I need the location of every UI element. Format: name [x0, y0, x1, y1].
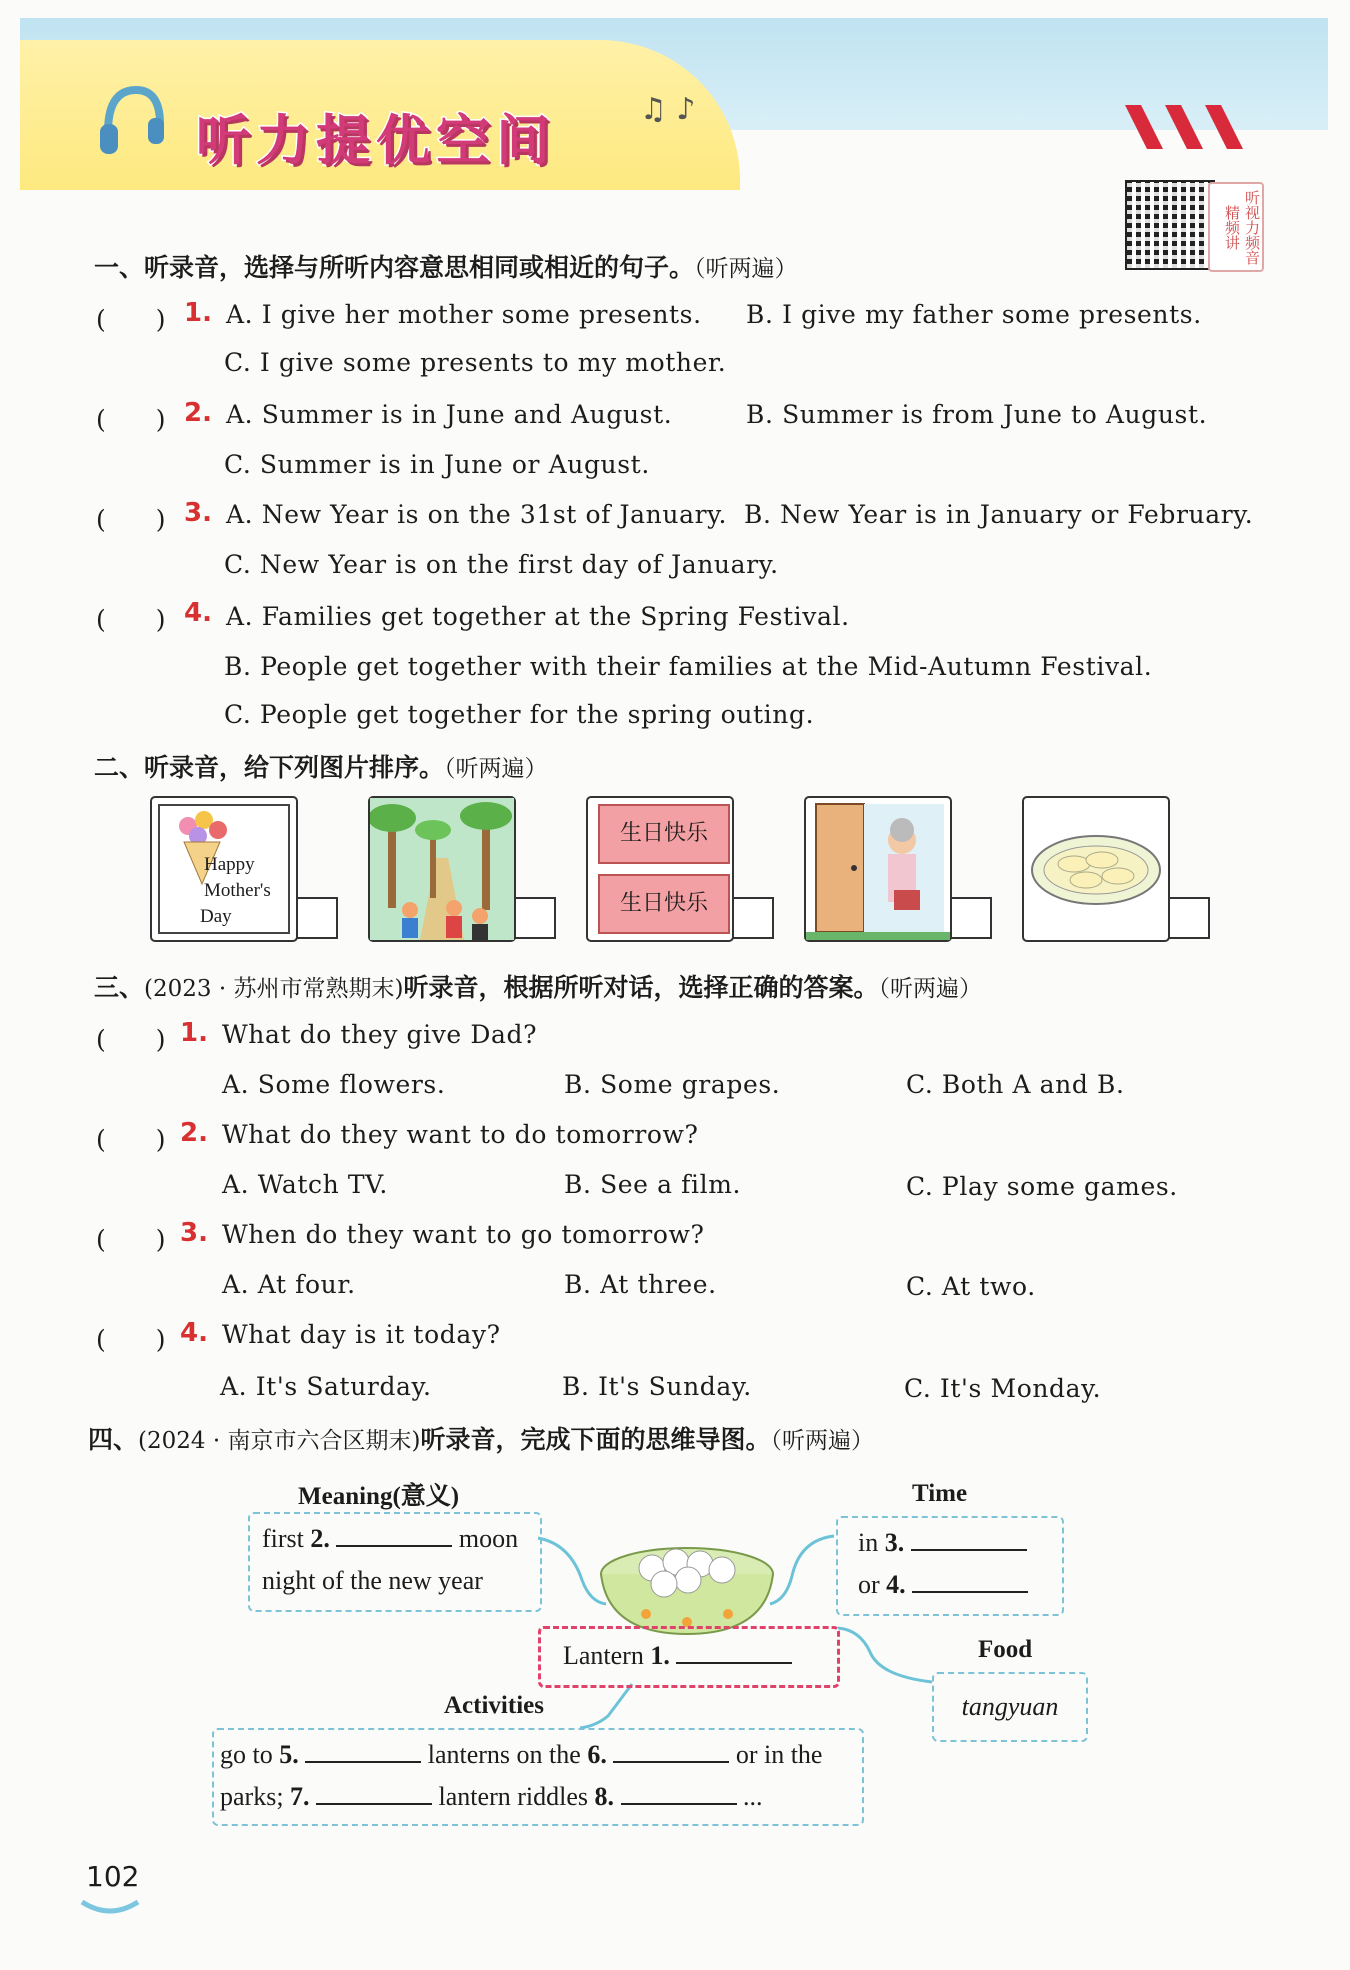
question-number: 4. [180, 1318, 208, 1348]
answer-blank-8[interactable] [621, 1785, 737, 1805]
order-box[interactable] [514, 897, 556, 939]
page-number: 102 [86, 1860, 140, 1893]
activity-text: lanterns on the [421, 1740, 588, 1769]
answer-paren[interactable]: ( ) [96, 1025, 166, 1054]
qr-caption-text: 听视力频音精频讲 [1223, 189, 1261, 265]
answer-paren[interactable]: ( ) [96, 1125, 166, 1154]
section-1-note: （听两遍） [694, 256, 798, 282]
answer-blank-3[interactable] [911, 1531, 1027, 1551]
section-2-heading [94, 748, 548, 784]
headphones-icon [98, 82, 168, 160]
blank-number: 5. [279, 1740, 299, 1769]
option-b: B. Some grapes. [564, 1070, 781, 1099]
activity-text: or in the [729, 1740, 823, 1769]
option-b: B. Summer is from June to August. [746, 400, 1208, 429]
qr-code-icon[interactable] [1125, 180, 1215, 270]
answer-blank-7[interactable] [316, 1785, 432, 1805]
dumplings-plate-icon [1022, 796, 1170, 942]
activities-box [212, 1728, 864, 1826]
option-c: C. Summer is in June or August. [224, 450, 650, 479]
option-b: B. At three. [564, 1270, 717, 1299]
answer-blank-5[interactable] [305, 1743, 421, 1763]
option-a: A. It's Saturday. [220, 1372, 432, 1401]
birthday-card [598, 874, 730, 934]
option-b: B. I give my father some presents. [746, 300, 1202, 329]
grandma-visit-icon [804, 796, 952, 942]
meaning-text: moon [458, 1524, 519, 1553]
option-a: A. Summer is in June and August. [226, 400, 673, 429]
section-3-title: 听录音，根据所听对话，选择正确的答案。 [403, 973, 879, 1002]
section-4-heading [88, 1420, 874, 1456]
answer-paren[interactable]: ( ) [96, 1225, 166, 1254]
order-box[interactable] [1168, 897, 1210, 939]
option-b: B. People get together with their families at the Mid-Autumn Festival. [224, 652, 1153, 681]
answer-blank-2[interactable] [336, 1527, 452, 1547]
option-a: A. Families get together at the Spring Festival. [226, 602, 850, 631]
option-b: B. New Year is in January or February. [744, 500, 1254, 529]
section-3-heading [94, 968, 982, 1004]
activity-text: ... [736, 1782, 763, 1811]
blank-number: 1. [650, 1641, 670, 1670]
activity-text: go to [220, 1740, 280, 1769]
blank-number: 2. [310, 1524, 330, 1553]
answer-paren[interactable]: ( ) [96, 605, 166, 634]
answer-paren[interactable]: ( ) [96, 405, 166, 434]
option-a: A. New Year is on the 31st of January. [226, 500, 728, 529]
section-2-note: （听两遍） [444, 756, 548, 782]
question-text: What do they want to do tomorrow? [222, 1120, 699, 1149]
option-b: B. It's Sunday. [562, 1372, 752, 1401]
food-value: tangyuan [961, 1692, 1059, 1721]
birthday-card-text: 生日快乐 [619, 821, 708, 846]
question-number: 3. [180, 1218, 208, 1248]
answer-blank-6[interactable] [613, 1743, 729, 1763]
time-box [836, 1516, 1064, 1616]
question-number: 2. [180, 1118, 208, 1148]
meaning-text: night of the new year [262, 1566, 483, 1595]
option-c: C. New Year is on the first day of January. [224, 550, 779, 579]
question-number: 2. [184, 398, 212, 428]
activity-text: lantern riddles [432, 1782, 595, 1811]
center-topic-box [538, 1626, 840, 1688]
food-title: Food [978, 1636, 1033, 1663]
blank-number: 8. [594, 1782, 614, 1811]
question-text: When do they want to go tomorrow? [222, 1220, 705, 1249]
page-number-swoosh-icon [80, 1898, 140, 1916]
activity-text: parks; [220, 1782, 291, 1811]
time-text: in [858, 1528, 885, 1557]
card-text-line: Day [200, 906, 232, 927]
section-1-title: 一、听录音，选择与所听内容意思相同或相近的句子。 [94, 253, 695, 282]
section-4-source: (2024 · 南京市六合区期末) [138, 1428, 421, 1454]
answer-blank-1[interactable] [676, 1644, 792, 1664]
meaning-title: Meaning(意义) [298, 1483, 460, 1510]
tangyuan-bowl-icon [596, 1534, 778, 1638]
birthday-card-text: 生日快乐 [619, 891, 708, 916]
section-3-source: (2023 · 苏州市常熟期末) [144, 976, 404, 1002]
decorative-stripes-icon [1125, 105, 1255, 155]
option-c: C. Play some games. [906, 1172, 1178, 1201]
section-4-number: 四、 [88, 1425, 139, 1454]
birthday-card [598, 804, 730, 864]
question-number: 3. [184, 498, 212, 528]
section-2-title: 二、听录音，给下列图片排序。 [94, 753, 445, 782]
meaning-text: first [262, 1524, 311, 1553]
qr-caption [1208, 182, 1264, 272]
blank-number: 4. [886, 1570, 906, 1599]
activities-title: Activities [444, 1692, 544, 1719]
section-1-heading [94, 248, 798, 284]
section-3-number: 三、 [94, 973, 145, 1002]
section-3-note: （听两遍） [878, 976, 982, 1002]
blank-number: 6. [587, 1740, 607, 1769]
option-a: A. Watch TV. [222, 1170, 388, 1199]
time-title: Time [912, 1480, 968, 1507]
question-number: 1. [180, 1018, 208, 1048]
order-box[interactable] [950, 897, 992, 939]
meaning-box [248, 1512, 542, 1612]
spring-outing-icon [368, 796, 516, 942]
option-a: A. I give her mother some presents. [226, 300, 702, 329]
option-c: C. At two. [906, 1272, 1036, 1301]
answer-paren[interactable]: ( ) [96, 305, 166, 334]
answer-paren[interactable]: ( ) [96, 505, 166, 534]
answer-blank-4[interactable] [912, 1573, 1028, 1593]
question-text: What day is it today? [222, 1320, 501, 1349]
option-c: C. It's Monday. [904, 1374, 1102, 1403]
order-box[interactable] [732, 897, 774, 939]
birthday-cards-icon [586, 796, 734, 942]
option-c: C. People get together for the spring outing. [224, 700, 815, 729]
center-text: Lantern [563, 1641, 651, 1670]
mothers-day-card-icon [150, 796, 298, 942]
question-text: What do they give Dad? [222, 1020, 538, 1049]
card-text-line: Mother's [204, 880, 271, 901]
order-box[interactable] [296, 897, 338, 939]
option-a: A. At four. [222, 1270, 356, 1299]
food-box [932, 1672, 1088, 1742]
time-text: or [858, 1570, 887, 1599]
question-number: 4. [184, 598, 212, 628]
option-c: C. I give some presents to my mother. [224, 348, 727, 377]
answer-paren[interactable]: ( ) [96, 1325, 166, 1354]
blank-number: 3. [884, 1528, 905, 1557]
card-text-line: Happy [204, 854, 255, 875]
section-banner-title: 听力提优空间 [196, 109, 556, 172]
option-c: C. Both A and B. [906, 1070, 1125, 1099]
option-a: A. Some flowers. [222, 1070, 446, 1099]
blank-number: 7. [290, 1782, 310, 1811]
option-b: B. See a film. [564, 1170, 742, 1199]
section-4-note: （听两遍） [770, 1428, 874, 1454]
question-number: 1. [184, 298, 212, 328]
section-4-title: 听录音，完成下面的思维导图。 [420, 1425, 771, 1454]
music-notes-icon: ♫ ♪ [640, 92, 696, 127]
